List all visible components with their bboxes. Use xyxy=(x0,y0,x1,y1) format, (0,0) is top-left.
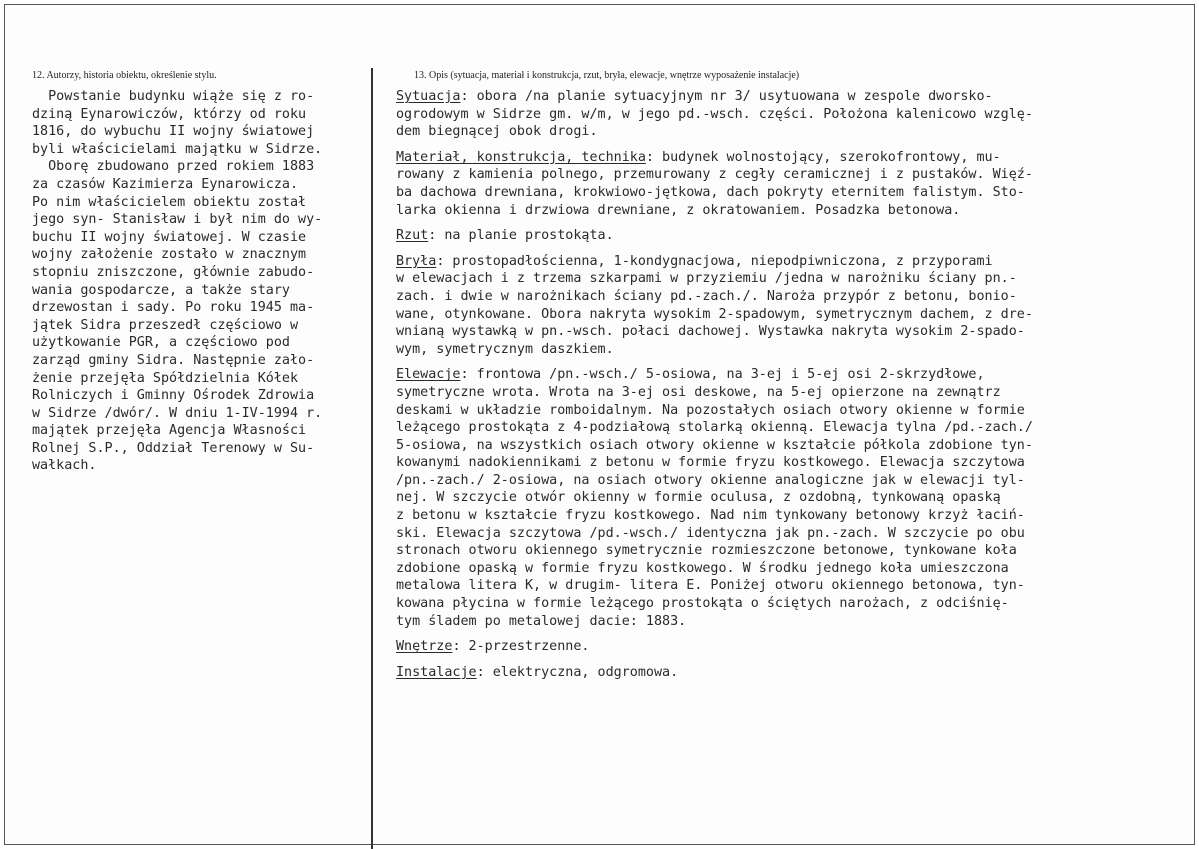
description-line: wnianą wystawką w pn.-wsch. połaci dachowej. Wystawka nakryta wysokim 2-spado- xyxy=(396,324,1025,340)
description-line xyxy=(396,149,1196,167)
history-line: majątek przejęła Agencja Własności xyxy=(32,423,307,439)
section-first-line: : prostopadłościenna, 1-kondygnacjowa, niepodpiwniczona, z przyporami xyxy=(436,253,993,269)
history-line: stopniu zniszczone, głównie zabudo- xyxy=(32,264,315,280)
history-line: drzewostan i sady. Po roku 1945 ma- xyxy=(32,300,315,316)
description-line xyxy=(396,664,1196,682)
description-line xyxy=(396,227,1196,245)
description-line xyxy=(396,88,1196,106)
section-label: Elewacje xyxy=(396,367,461,383)
section-label: Bryła xyxy=(396,253,437,269)
history-line: buchu II wojny światowej. W czasie xyxy=(32,229,307,245)
section-first-line: : elektryczna, odgromowa. xyxy=(476,664,679,680)
history-line: użytkowanie PGR, a częściowo pod xyxy=(32,335,290,351)
description-paragraph xyxy=(396,253,1196,359)
history-line: Rolnej S.P., Oddział Terenowy w Su- xyxy=(32,440,315,456)
section-label: Rzut xyxy=(396,228,429,244)
description-paragraph xyxy=(396,664,1196,682)
history-line: żenie przejęła Spółdzielnia Kółek xyxy=(32,370,299,386)
description-line: dem biegnącej obok drogi. xyxy=(396,124,598,140)
left-section-heading: 12. Autorzy, historia obiektu, określenie stylu. xyxy=(32,70,217,81)
description-paragraph xyxy=(396,227,1196,245)
description-paragraph xyxy=(396,638,1196,656)
description-line xyxy=(396,638,1196,656)
description-line: ba dachowa drewniana, krokwiowo-jętkowa, dach pokryty eternitem falistym. Sto- xyxy=(396,184,1025,200)
description-paragraph xyxy=(396,88,1196,141)
history-line: za czasów Kazimierza Eynarowicza. xyxy=(32,176,299,192)
description-line: larka okienna i drzwiowa drewniane, z okratowaniem. Posadzka betonowa. xyxy=(396,202,961,218)
description-paragraph xyxy=(396,149,1196,219)
section-first-line: : frontowa /pn.-wsch./ 5-osiowa, na 3-ej i 5-ej osi 2-skrzydłowe, xyxy=(460,367,985,383)
history-line: w Sidrze /dwór/. W dniu 1-IV-1994 r. xyxy=(32,405,323,421)
description-line: tym śladem po metalowej dacie: 1883. xyxy=(396,613,687,629)
description-line: wym, symetrycznym daszkiem. xyxy=(396,341,614,357)
description-line: zach. i dwie w narożnikach ściany pd.-zach./. Naroża przypór z betonu, bonio- xyxy=(396,288,1017,304)
description-line xyxy=(396,366,1196,384)
history-line: Rolniczych i Gminny Ośrodek Zdrowia xyxy=(32,388,315,404)
history-line: dziną Eynarowiczów, którzy od roku xyxy=(32,106,307,122)
description-line: rowany z kamienia polnego, przemurowany z cegły ceramicznej i z pustaków. Więź- xyxy=(396,167,1033,183)
history-line: 1816, do wybuchu II wojny światowej xyxy=(32,124,315,140)
right-section-heading: 13. Opis (sytuacja, materiał i konstrukcja, rzut, bryła, elewacje, wnętrze wyposażenie instalacje) xyxy=(414,70,800,81)
history-text xyxy=(32,88,372,475)
description-line: w elewacjach i z trzema szkarpami w przyziemiu /jedna w narożniku ściany pn.- xyxy=(396,271,1017,287)
description-line: ogrodowym w Sidrze gm. w/m, w jego pd.-wsch. części. Położona kalenicowo wzglę- xyxy=(396,106,1033,122)
history-line: wojny założenie zostało w znacznym xyxy=(32,247,307,263)
history-line: jątek Sidra przeszedł częściowo w xyxy=(32,317,299,333)
section-first-line: : budynek wolnostojący, szerokofrontowy, mu- xyxy=(645,149,1001,165)
section-label: Wnętrze xyxy=(396,639,453,655)
description-line: symetryczne wrota. Wrota na 3-ej osi deskowe, na 5-ej opierzone na zewnątrz xyxy=(396,384,1001,400)
section-label: Instalacje xyxy=(396,664,477,680)
description-line: metalowa litera K, w drugim- litera E. Poniżej otworu okiennego betonowa, tyn- xyxy=(396,578,1025,594)
description-line: /pn.-zach./ 2-osiowa, na osiach otwory okienne analogiczne jak w elewacji tyl- xyxy=(396,472,1025,488)
history-line: Powstanie budynku wiąże się z ro- xyxy=(32,89,315,104)
description-paragraph xyxy=(396,366,1196,630)
history-line: wałkach. xyxy=(32,458,97,474)
section-label: Materiał, konstrukcja, technika xyxy=(396,149,646,165)
section-first-line: : 2-przestrzenne. xyxy=(452,639,590,655)
description-line: stronach otworu okiennego symetrycznie rozmieszczone betonowe, tynkowane koła xyxy=(396,543,1017,559)
description-line: nej. W szczycie otwór okienny w formie oculusa, z ozdobną, tynkowaną opaską xyxy=(396,490,1001,506)
description-line: deskami w układzie romboidalnym. Na pozostałych osiach otwory okienne w formie xyxy=(396,402,1025,418)
description-line xyxy=(396,253,1196,271)
history-line: Oborę zbudowano przed rokiem 1883 xyxy=(32,159,315,175)
section-first-line: : na planie prostokąta. xyxy=(428,228,614,244)
description-line: ski. Elewacja szczytowa /pd.-wsch./ identyczna jak pn.-zach. W szczycie po obu xyxy=(396,525,1025,541)
description-line: zdobione opaską w formie fryzu kostkowego. W środku jednego koła umieszczona xyxy=(396,560,1009,576)
history-line: byli właścicielami majątku w Sidrze. xyxy=(32,141,323,157)
description-line: kowana płycina w formie leżącego prostokąta o ściętych narożach, z odciśnię- xyxy=(396,596,1009,612)
history-line: jego syn- Stanisław i był nim do wy- xyxy=(32,212,323,228)
section-label: Sytuacja xyxy=(396,89,461,104)
history-line: Po nim właścicielem obiektu został xyxy=(32,194,307,210)
description-text xyxy=(396,88,1196,689)
description-line: 5-osiowa, na wszystkich osiach otwory okienne w kształcie półkola zdobione tyn- xyxy=(396,437,1033,453)
history-line: zarząd gminy Sidra. Następnie zało- xyxy=(32,352,315,368)
section-first-line: : obora /na planie sytuacyjnym nr 3/ usytuowana w zespole dworsko- xyxy=(460,89,993,104)
description-line: wane, otynkowane. Obora nakryta wysokim 2-spadowym, symetrycznym dachem, z dre- xyxy=(396,306,1033,322)
history-line: wania gospodarcze, a także stary xyxy=(32,282,290,298)
description-line: z betonu w kształcie fryzu kostkowego. Nad nim tynkowany betonowy krzyż łaciń- xyxy=(396,508,1025,524)
description-line: kowanymi nadokiennikami z betonu w formie fryzu kostkowego. Elewacja szczytowa xyxy=(396,455,1025,471)
description-line: leżącego prostokąta z 4-podziałową stolarką okienną. Elewacja tylna /pd.-zach./ xyxy=(396,420,1033,436)
